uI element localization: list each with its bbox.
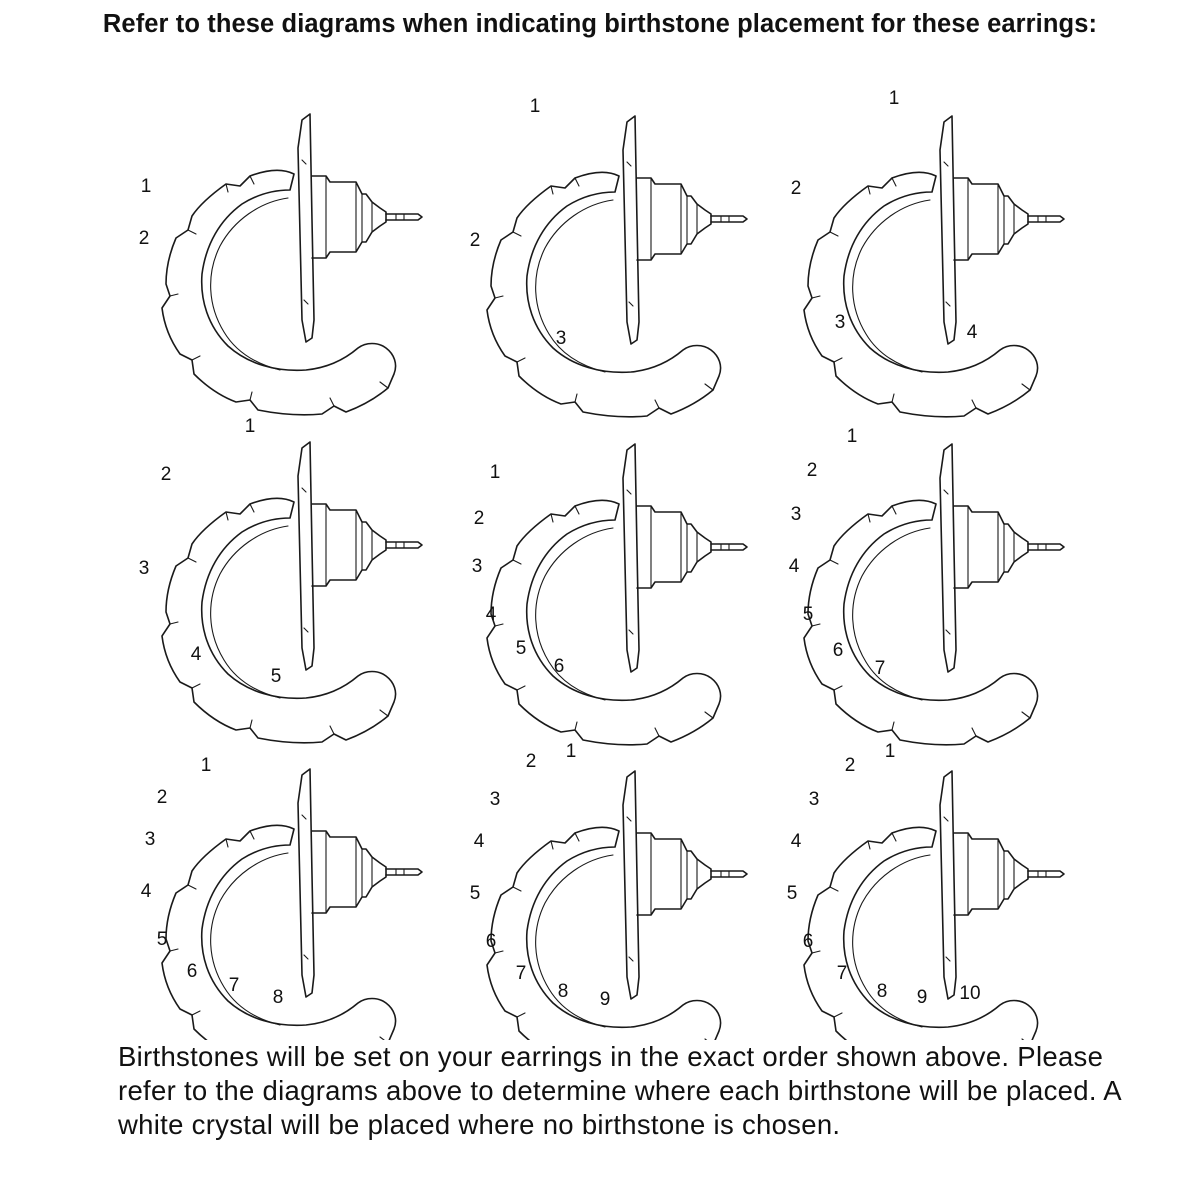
page-title: Refer to these diagrams when indicating birthstone placement for these earrings: — [102, 10, 1098, 38]
earring-hoop-drawing — [162, 114, 422, 415]
stone-position-label: 1 — [846, 426, 858, 447]
stone-position-label: 8 — [557, 981, 569, 1002]
stone-position-label: 8 — [876, 981, 888, 1002]
stone-position-label: 1 — [888, 88, 900, 109]
stone-position-label: 3 — [834, 312, 846, 333]
stone-position-label: 5 — [270, 666, 282, 687]
earring-hoop-drawing — [804, 771, 1064, 1040]
stone-position-label: 6 — [186, 961, 198, 982]
stone-position-label: 5 — [802, 604, 814, 625]
stone-position-label: 2 — [469, 230, 481, 251]
stone-position-label: 4 — [190, 644, 202, 665]
footer-note: Birthstones will be set on your earrings in the exact order shown above. Please refer to the diagrams above to determine where each birthstone will be placed. A white crystal will be placed where no birthstone is chosen. — [118, 1041, 1121, 1140]
stone-position-label: 3 — [138, 558, 150, 579]
stone-position-label: 2 — [473, 508, 485, 529]
earring-hoop-drawing — [162, 769, 422, 1040]
stone-position-label: 2 — [844, 755, 856, 776]
stone-position-label: 1 — [529, 96, 541, 117]
stone-position-label: 9 — [599, 989, 611, 1010]
stone-position-label: 2 — [525, 751, 537, 772]
stone-position-label: 2 — [138, 228, 150, 249]
stone-position-label: 2 — [156, 787, 168, 808]
stone-position-label: 3 — [555, 328, 567, 349]
stone-position-label: 1 — [489, 462, 501, 483]
stone-position-label: 7 — [874, 658, 886, 679]
stone-position-label: 3 — [471, 556, 483, 577]
stone-position-label: 4 — [790, 831, 802, 852]
stone-position-label: 5 — [156, 929, 168, 950]
stone-position-label: 7 — [228, 975, 240, 996]
stone-position-label: 9 — [916, 987, 928, 1008]
stone-position-label: 4 — [473, 831, 485, 852]
stone-position-label: 3 — [489, 789, 501, 810]
stone-position-label: 4 — [788, 556, 800, 577]
stone-position-label: 4 — [485, 604, 497, 625]
stone-position-label: 5 — [786, 883, 798, 904]
stone-position-label: 3 — [808, 789, 820, 810]
earring-hoop-drawing — [804, 116, 1064, 417]
stone-position-label: 10 — [959, 983, 981, 1004]
earring-hoop-drawing — [487, 771, 747, 1040]
earring-hoop-drawing — [162, 442, 422, 743]
earring-hoop-drawing — [487, 116, 747, 417]
stone-position-label: 6 — [553, 656, 565, 677]
stone-position-label: 6 — [832, 640, 844, 661]
stone-position-label: 4 — [966, 322, 978, 343]
earring-hoop-drawing — [487, 444, 747, 745]
stone-position-label: 6 — [485, 931, 497, 952]
stone-position-label: 4 — [140, 881, 152, 902]
stone-position-label: 1 — [565, 741, 577, 762]
stone-position-label: 3 — [790, 504, 802, 525]
stone-position-label: 2 — [790, 178, 802, 199]
stone-position-label: 2 — [160, 464, 172, 485]
stone-position-label: 6 — [802, 931, 814, 952]
stone-position-label: 1 — [200, 755, 212, 776]
stone-position-label: 8 — [272, 987, 284, 1008]
stone-position-label: 7 — [836, 963, 848, 984]
stone-position-label: 1 — [140, 176, 152, 197]
earring-hoop-drawing — [804, 444, 1064, 745]
stone-position-label: 5 — [515, 638, 527, 659]
stone-position-label: 1 — [244, 416, 256, 437]
stone-position-label: 5 — [469, 883, 481, 904]
stone-position-label: 1 — [884, 741, 896, 762]
stone-position-label: 7 — [515, 963, 527, 984]
stone-position-label: 3 — [144, 829, 156, 850]
stone-position-label: 2 — [806, 460, 818, 481]
